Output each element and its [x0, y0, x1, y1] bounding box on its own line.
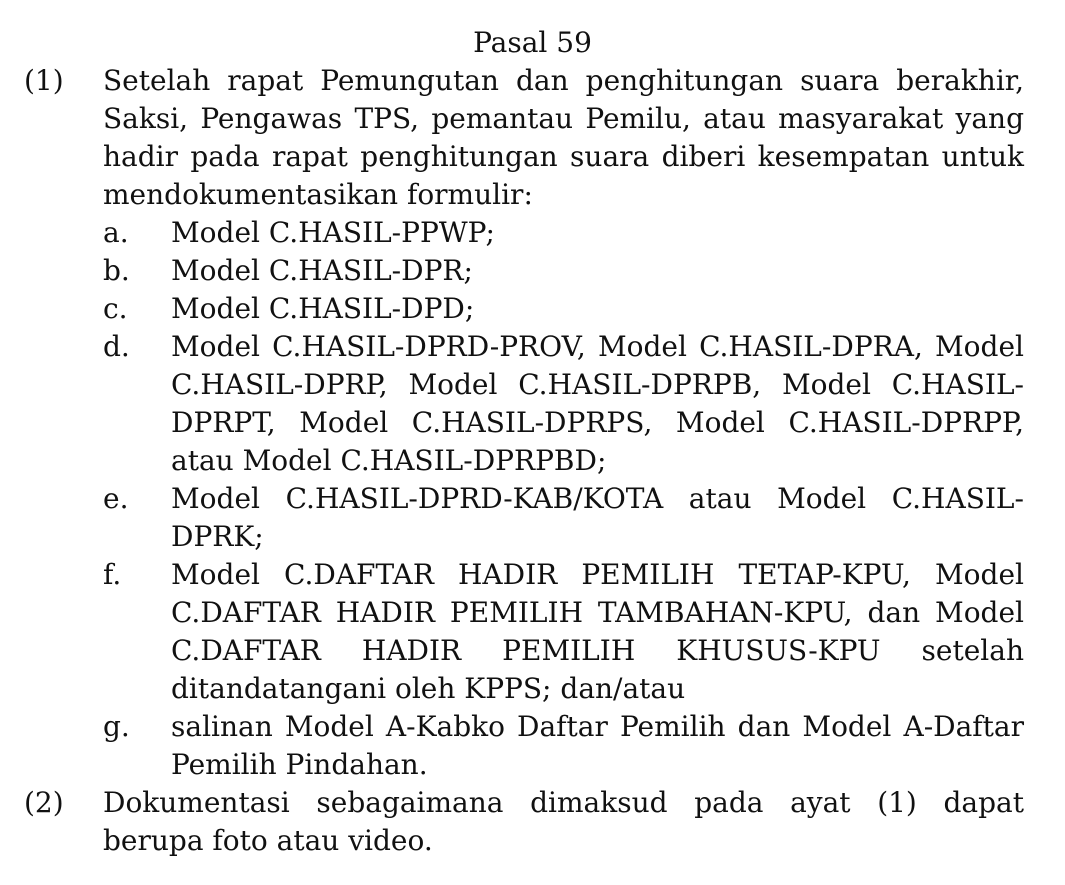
item-letter: f.: [103, 558, 122, 591]
item-text: Model C.DAFTAR HADIR PEMILIH TETAP-KPU, Model C.DAFTAR HADIR PEMILIH TAMBAHAN-KPU, dan Model C.DAFTAR HADIR PEMILIH KHUSUS-KPU setelah ditandatangani oleh KPPS; dan/atau: [171, 558, 1024, 705]
paragraph-text: Setelah rapat Pemungutan dan penghitungan suara berakhir, Saksi, Pengawas TPS, pemantau Pemilu, atau masyarakat yang hadir pada rapat penghitungan suara diberi kesempatan untuk mendokumentasikan formulir:: [103, 64, 1024, 211]
item-letter: e.: [103, 482, 129, 515]
item-letter: c.: [103, 292, 128, 325]
item-letter: d.: [103, 330, 130, 363]
paragraph-text: Dokumentasi sebagaimana dimaksud pada ayat (1) dapat berupa foto atau video.: [103, 786, 1024, 857]
item-letter: g.: [103, 710, 130, 743]
item-letter: a.: [103, 216, 129, 249]
item-text: Model C.HASIL-DPRD-KAB/KOTA atau Model C.HASIL-DPRK;: [171, 482, 1024, 553]
item-letter: b.: [103, 254, 130, 287]
article-title: Pasal 59: [473, 26, 592, 59]
item-text: Model C.HASIL-DPRD-PROV, Model C.HASIL-DPRA, Model C.HASIL-DPRP, Model C.HASIL-DPRPB, Model C.HASIL-DPRPT, Model C.HASIL-DPRPS, Model C.HASIL-DPRPP, atau Model C.HASIL-DPRPBD;: [171, 330, 1024, 477]
item-text: Model C.HASIL-DPR;: [171, 254, 473, 287]
paragraph-number: (1): [24, 64, 64, 97]
item-text: Model C.HASIL-PPWP;: [171, 216, 495, 249]
paragraph-number: (2): [24, 786, 64, 819]
item-text: salinan Model A-Kabko Daftar Pemilih dan Model A-Daftar Pemilih Pindahan.: [171, 710, 1024, 781]
item-text: Model C.HASIL-DPD;: [171, 292, 475, 325]
